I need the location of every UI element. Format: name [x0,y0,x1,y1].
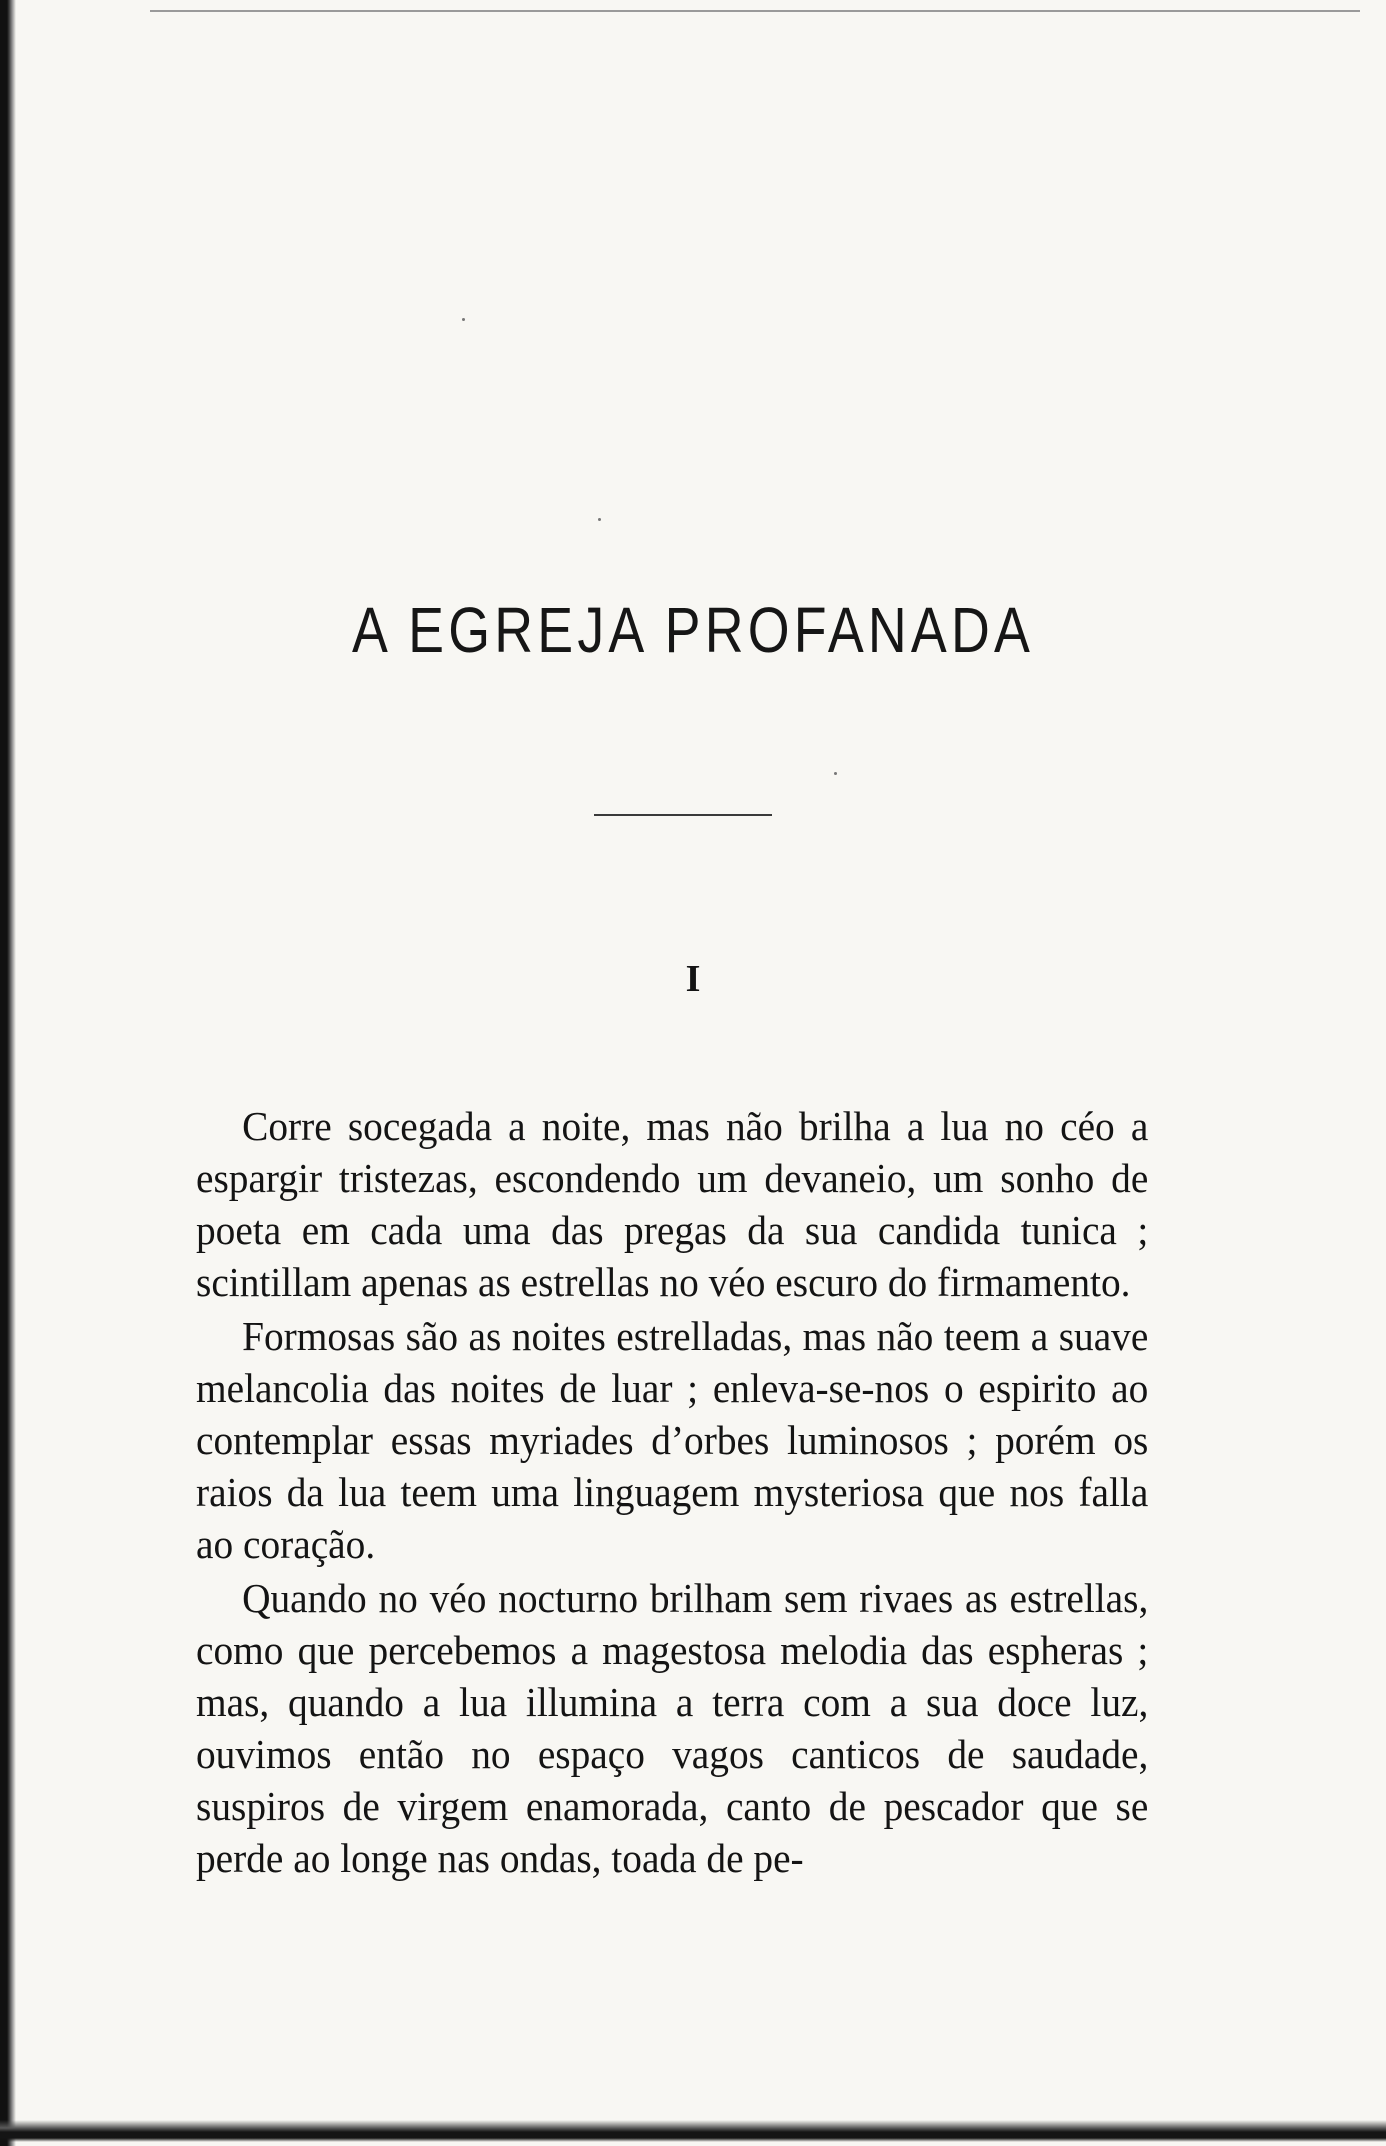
paragraph: Corre socegada a noite, mas não brilha a lua no céo a espargir tristezas, escondendo um devaneio, um sonho de poeta em cada uma das pregas da sua candida tunica ; scintillam apenas as estrellas no véo escuro do firmamento. [196,1103,1149,1305]
top-border-line [150,10,1360,12]
print-speck [598,518,601,521]
body-text [196,1100,1148,1884]
title-divider [594,814,772,816]
print-speck [462,318,465,321]
page-binding-edge [0,0,16,2146]
print-speck [834,772,837,775]
chapter-title: A EGREJA PROFANADA [351,594,1035,666]
paragraph: Formosas são as noites estrelladas, mas não teem a suave melancolia das noites de luar ; enleva-se-nos o espirito ao contemplar essas myriades d’orbes luminosos ; porém os raios da lua teem uma linguagem mysteriosa que nos falla ao coração. [196,1313,1149,1567]
paragraph: Quando no véo nocturno brilham sem rivaes as estrellas, como que percebemos a magestosa melodia das espheras ; mas, quando a lua illumina a terra com a sua doce luz, ouvimos então no espaço vagos canticos de saudade, suspiros de virgem enamorada, canto de pescador que se perde ao longe nas ondas, toada de pe- [196,1575,1149,1881]
section-numeral: I [685,958,701,1000]
page-bottom-edge [0,2120,1386,2142]
